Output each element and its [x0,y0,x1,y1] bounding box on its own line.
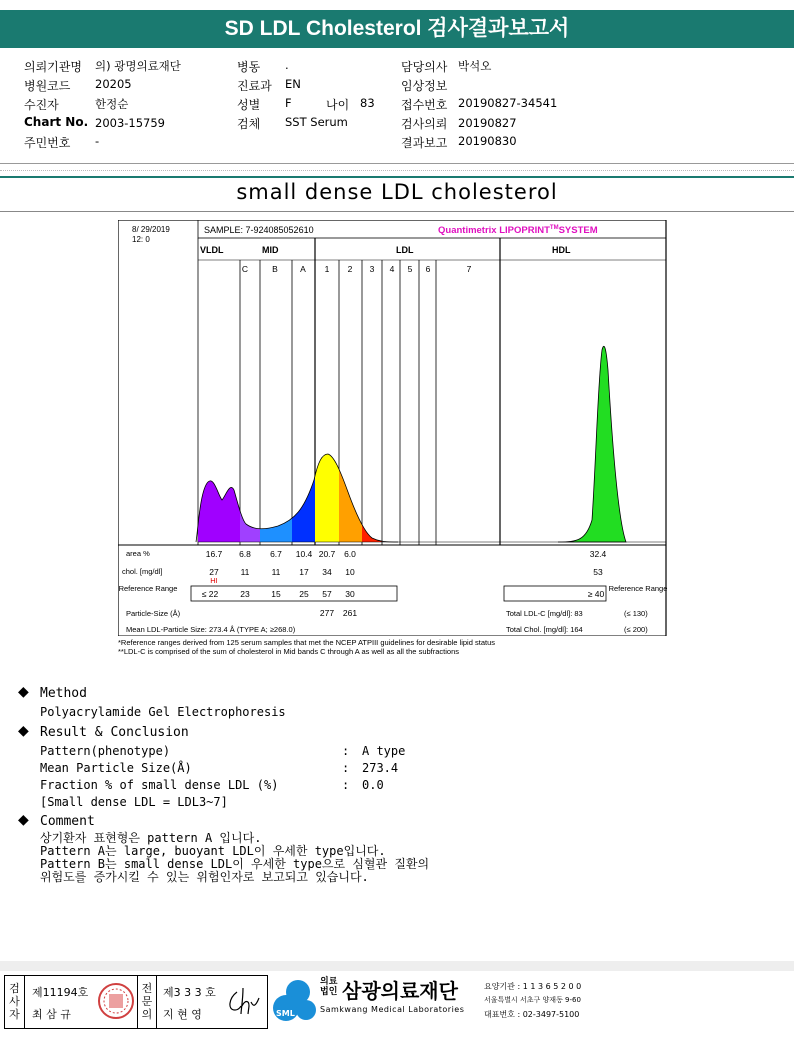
logo-badge: SML [276,1009,295,1018]
field-value: 20205 [95,77,132,91]
ref-value: ≤ 22 [201,589,219,599]
lipoprint-chart [118,220,668,665]
chol-value: 53 [593,567,603,577]
field-label: 임상정보 [401,79,448,93]
comment-line: 상기환자 표현형은 pattern A 입니다. [40,831,262,845]
field-value: 한정순 [95,97,129,111]
area-value: 6.7 [270,549,282,559]
signature-icon [223,984,263,1020]
band-label: A [300,264,306,274]
field-label: 성별 [237,98,261,112]
area-value: 32.4 [589,549,607,559]
ref-value: 23 [240,589,250,599]
row-label-ref: Reference Range [118,584,178,593]
report-title: SD LDL Cholesterol 검사결과보고서 [0,10,794,48]
band-label: 2 [347,264,353,274]
org-phone: 대표번호 : 02-3497-5100 [484,1010,580,1019]
field-label: 수진자 [24,98,59,112]
ref-value: 25 [299,589,309,599]
field-value: - [95,134,100,148]
field-value: 20190830 [458,134,517,148]
ref-value: ≥ 40 [587,589,605,599]
particle-value: 277 [319,608,335,618]
ref-value: 57 [322,589,332,599]
chol-value: 11 [271,567,281,577]
field-label: 검체 [237,117,261,131]
total-ldl: Total LDL-C [mg/dl]: 83 [506,609,583,618]
field-label: Chart No. [24,115,89,129]
tester-name: 최 삼 규 [32,1008,71,1021]
brand-suffix: SYSTEM [558,225,598,236]
field-value: 박석오 [458,59,492,73]
tester-label: 검사자 [5,976,25,1028]
field-label: 주민번호 [24,136,71,150]
band-label: C [241,264,249,274]
result-note: [Small dense LDL = LDL3~7] [40,795,228,809]
chart-frame [118,220,666,663]
field-label: 결과보고 [401,136,448,150]
comment-line: Pattern A는 large, buoyant LDL이 우세한 type입니다. [40,844,386,858]
area-value: 6.8 [239,549,251,559]
method-heading: Method [40,686,87,701]
total-chol-ref: (≤ 200) [624,625,648,634]
group-label-vldl: VLDL [200,245,224,255]
result-value: 273.4 [362,761,399,775]
field-label: 진료과 [237,79,272,93]
comment-line: Pattern B는 small dense LDL이 우세한 type으로 심혈관 질환의 [40,857,430,871]
doctor-name: 지 현 영 [163,1008,202,1021]
chol-value: 27 [209,567,219,577]
brand-tm: TM [549,225,559,231]
group-label-hdl: HDL [552,245,571,255]
chart-time: 12: 0 [132,235,150,244]
field-label: 병원코드 [24,79,71,93]
chol-value: 17 [299,567,309,577]
divider [0,170,794,171]
signature-box [4,975,268,1029]
field-value: 83 [360,96,375,110]
diamond-bullet-icon: ◆ [18,723,29,739]
chol-value: 11 [240,567,250,577]
particle-value: 261 [342,608,358,618]
result-colon: : [342,778,350,792]
hi-flag: HI [210,576,218,585]
brand-label [438,225,598,236]
org-address: 서울특별시 서초구 양재동 9-60 [484,996,581,1004]
divider [0,163,794,164]
band-label: 5 [407,264,413,274]
group-label-ldl: LDL [396,245,414,255]
row-label-particle: Particle-Size (Å) [126,609,181,618]
diamond-bullet-icon: ◆ [18,812,29,828]
field-label: 나이 [326,98,350,112]
chol-value: 10 [345,567,355,577]
footnote-2: **LDL-C is comprised of the sum of cholesterol in Mid bands C through A as well as all the subfractions [118,647,460,656]
comment-line: 위험도를 증가시킬 수 있는 위험인자로 보고되고 있습니다. [40,870,369,884]
band-label: B [272,264,278,274]
tester-number: 제11194호 [32,986,89,999]
result-heading: Result & Conclusion [40,725,189,740]
field-value: 2003-15759 [95,116,165,130]
field-label: 검사의뢰 [401,117,448,131]
result-value: A type [362,744,406,758]
section-title: small dense LDL cholesterol [236,180,558,204]
diamond-bullet-icon: ◆ [18,684,29,700]
method-text: Polyacrylamide Gel Electrophoresis [40,705,286,719]
row-label-chol: chol. [mg/dl] [122,567,163,576]
field-value: SST Serum [285,115,348,129]
field-value: 의) 광명의료재단 [95,59,181,73]
chart-date: 8/ 29/2019 [132,225,170,234]
band-label: 1 [324,264,330,274]
field-value: EN [285,77,301,91]
field-label: 접수번호 [401,98,448,112]
divider [0,211,794,212]
row-label-area: area % [126,549,150,558]
band-label: 6 [425,264,431,274]
band-label: 3 [369,264,375,274]
result-value: 0.0 [362,778,384,792]
field-value: 20190827-34541 [458,96,558,110]
result-label: Fraction % of small dense LDL (%) [40,778,279,792]
ref-value: 30 [345,589,355,599]
field-value: F [285,96,292,110]
divider [0,176,794,178]
row-label-mean: Mean LDL-Particle Size: 273.4 Å (TYPE A; ≥268.0) [126,625,296,634]
seal-stamp-icon [97,982,135,1020]
comment-heading: Comment [40,814,95,829]
org-code: 요양기관 : 1 1 3 6 5 2 0 0 [484,982,582,991]
field-label: 담당의사 [401,60,448,74]
result-colon: : [342,744,350,758]
ref-value: 15 [271,589,281,599]
doctor-number: 제3 3 3 호 [163,986,216,999]
doctor-label: 전문의 [137,976,157,1028]
field-value: 20190827 [458,116,517,130]
field-label: 병동 [237,60,261,74]
footer-band [0,961,794,971]
band-label: 4 [389,264,395,274]
result-label: Mean Particle Size(Å) [40,761,192,775]
ref-range-label-right: Reference Range [608,584,668,593]
field-label: 의뢰기관명 [24,60,82,74]
total-ldl-ref: (≤ 130) [624,609,648,618]
result-colon: : [342,761,350,775]
sample-id: SAMPLE: 7-924085052610 [204,225,314,235]
area-value: 6.0 [344,549,356,559]
group-label-mid: MID [262,245,279,255]
total-chol: Total Chol. [mg/dl]: 164 [506,625,583,634]
chol-value: 34 [322,567,332,577]
org-name: 삼광의료재단 [342,979,458,1003]
band-label: 7 [466,264,472,274]
field-value: . [285,58,289,72]
brand-name: Quantimetrix LIPOPRINT [438,225,550,236]
org-type: 의료법인 [320,977,338,997]
area-value: 10.4 [295,549,313,559]
area-value: 16.7 [205,549,223,559]
footnote-1: *Reference ranges derived from 125 serum samples that met the NCEP ATPIII guidelines for desirable lipid status [118,638,495,647]
result-label: Pattern(phenotype) [40,744,171,758]
org-english: Samkwang Medical Laboratories [320,1005,465,1014]
area-value: 20.7 [318,549,336,559]
